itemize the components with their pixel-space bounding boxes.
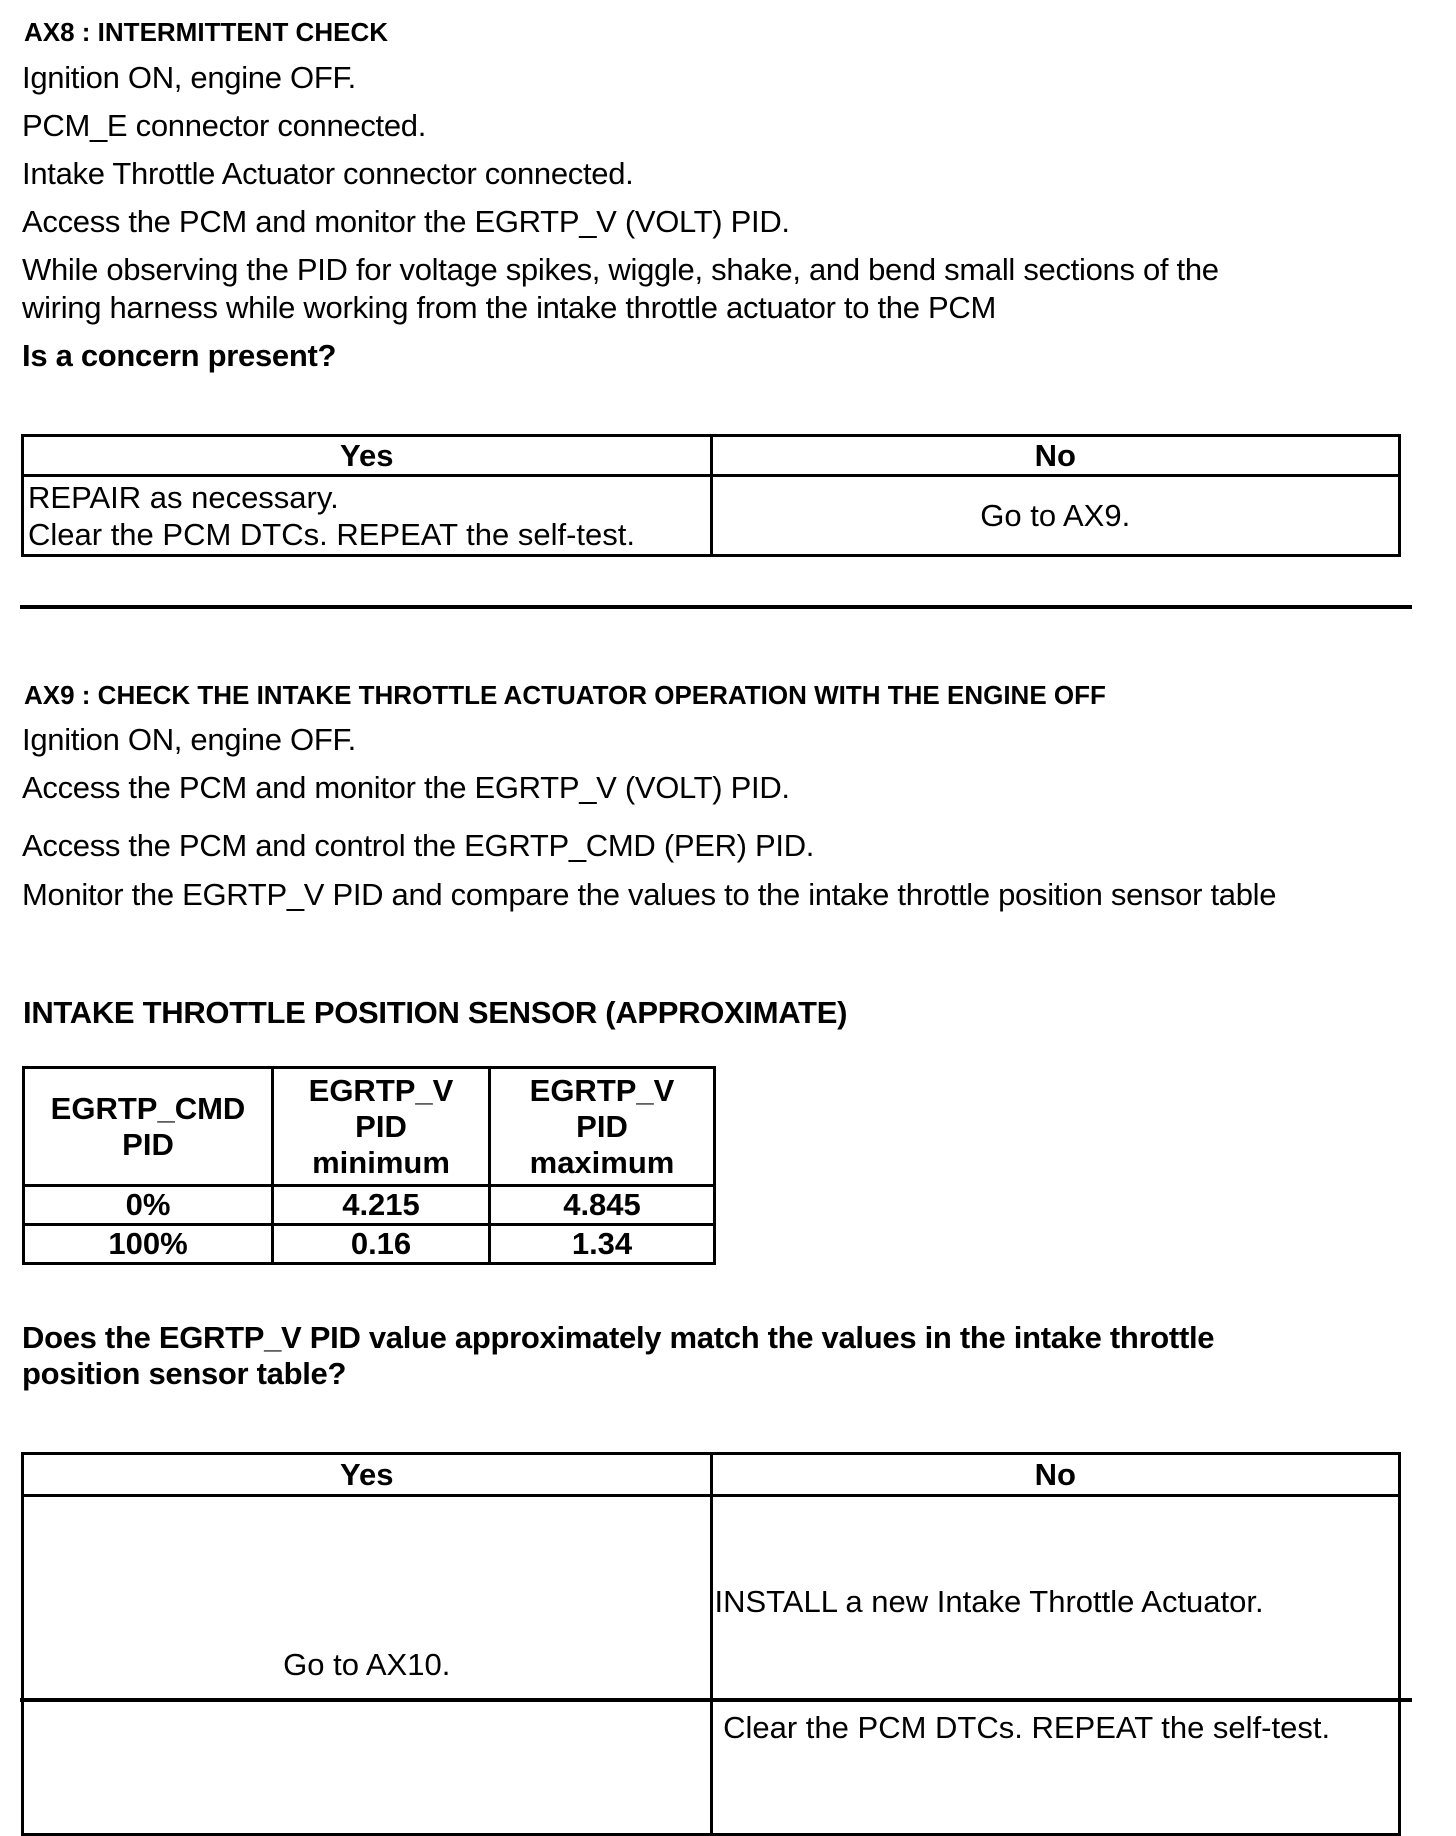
no-header: No (711, 436, 1400, 476)
sensor-table-heading: INTAKE THROTTLE POSITION SENSOR (APPROXIMATE) (23, 995, 848, 1030)
ax9-step: Ignition ON, engine OFF. (22, 722, 356, 757)
ax9-step: Monitor the EGRTP_V PID and compare the values to the intake throttle position sensor table (22, 877, 1277, 912)
ax8-step: While observing the PID for voltage spikes, wiggle, shake, and bend small sections of the (22, 252, 1219, 287)
divider (20, 605, 1412, 609)
cmd-cell: 100% (24, 1225, 273, 1264)
yes-cell: Go to AX10. (23, 1496, 712, 1835)
ax8-step: wiring harness while working from the intake throttle actuator to the PCM (22, 290, 996, 325)
header-line: minimum (312, 1144, 450, 1180)
cmd-cell: 0% (24, 1186, 273, 1225)
table-row (24, 1225, 715, 1264)
ax9-title: AX9 : CHECK THE INTAKE THROTTLE ACTUATOR OPERATION WITH THE ENGINE OFF (24, 680, 1106, 710)
header-line: PID (355, 1108, 407, 1144)
table-row (24, 1186, 715, 1225)
max-cell: 1.34 (490, 1225, 715, 1264)
ax9-step: Access the PCM and control the EGRTP_CMD (PER) PID. (22, 828, 815, 863)
header-line: PID (576, 1108, 628, 1144)
no-cell: Go to AX9. (711, 476, 1400, 556)
no-line: INSTALL a new Intake Throttle Actuator. (714, 1584, 1264, 1619)
min-cell: 4.215 (273, 1186, 490, 1225)
min-cell: 0.16 (273, 1225, 490, 1264)
ax9-question: position sensor table? (22, 1356, 347, 1391)
max-cell: 4.845 (490, 1186, 715, 1225)
header-line: EGRTP_CMD (50, 1090, 246, 1126)
col-header-cmd (24, 1068, 273, 1186)
ax9-result-table (21, 1452, 1401, 1836)
sensor-table (22, 1066, 716, 1265)
ax8-step: Access the PCM and monitor the EGRTP_V (VOLT) PID. (22, 204, 790, 239)
yes-header: Yes (23, 436, 712, 476)
ax8-title: AX8 : INTERMITTENT CHECK (24, 17, 388, 47)
no-line: Clear the PCM DTCs. REPEAT the self-test. (714, 1710, 1331, 1745)
yes-line: Clear the PCM DTCs. REPEAT the self-test. (28, 516, 635, 552)
ax8-result-table (21, 434, 1401, 557)
no-cell (711, 1496, 1400, 1835)
yes-line: REPAIR as necessary. (28, 479, 339, 515)
no-header: No (711, 1454, 1400, 1496)
yes-header: Yes (23, 1454, 712, 1496)
col-header-min (273, 1068, 490, 1186)
ax8-step: PCM_E connector connected. (22, 108, 427, 143)
ax8-step: Intake Throttle Actuator connector connected. (22, 156, 634, 191)
ax9-question: Does the EGRTP_V PID value approximately match the values in the intake throttle (22, 1320, 1215, 1355)
header-line: PID (122, 1126, 174, 1162)
header-line: EGRTP_V (529, 1072, 675, 1108)
yes-cell (23, 476, 712, 556)
header-line: EGRTP_V (308, 1072, 454, 1108)
header-line: maximum (529, 1144, 675, 1180)
ax8-step: Ignition ON, engine OFF. (22, 60, 356, 95)
ax9-step: Access the PCM and monitor the EGRTP_V (VOLT) PID. (22, 770, 790, 805)
col-header-max (490, 1068, 715, 1186)
divider (20, 1698, 1412, 1702)
ax8-question: Is a concern present? (22, 338, 337, 373)
